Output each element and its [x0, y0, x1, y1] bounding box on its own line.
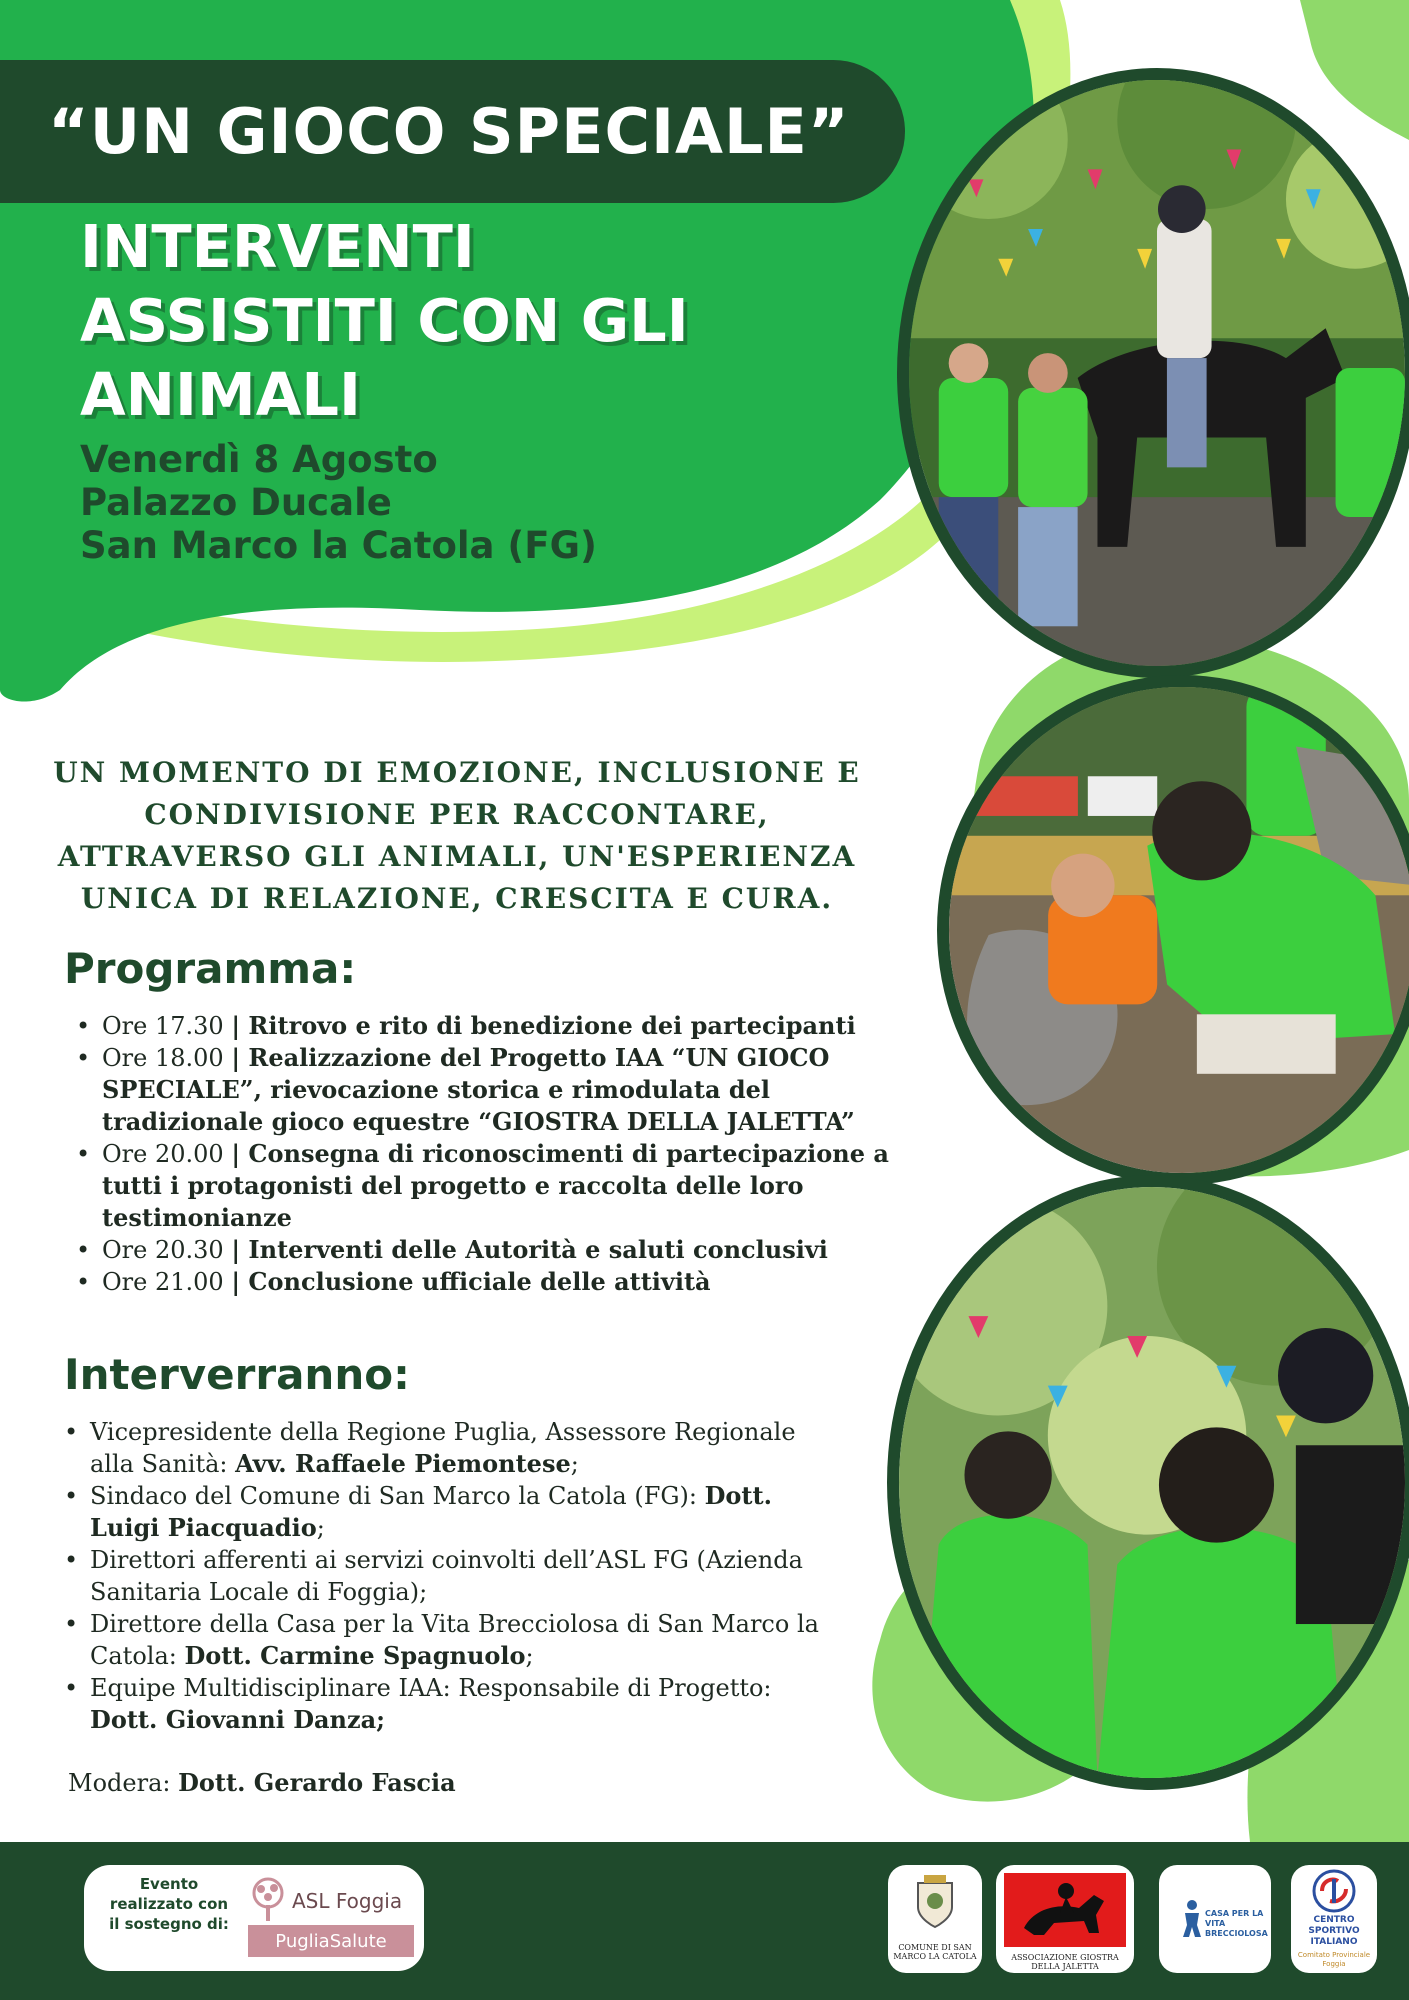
list-item: • Ore 18.00 | Realizzazione del Progetto IAA “UN GIOCO SPECIALE”, rievocazione storica e rimodulata del tradizionale gioco equestre “GIOSTRA DELLA JALETTA” — [72, 1042, 902, 1138]
event-title: “UN GIOCO SPECIALE” — [48, 95, 850, 168]
list-item: • Ore 17.30 | Ritrovo e rito di benedizione dei partecipanti — [72, 1010, 902, 1042]
brecciolosa-logo — [1159, 1865, 1271, 1973]
asl-band: PugliaSalute — [248, 1925, 414, 1957]
comune-logo — [888, 1865, 982, 1973]
sponsor-text: Evento realizzato con il sostegno di: — [109, 1875, 229, 1933]
programma-heading: Programma: — [64, 944, 357, 993]
horse-rider-icon — [1004, 1873, 1126, 1947]
footer — [0, 1842, 1409, 2000]
headline-line-1: INTERVENTI — [80, 212, 475, 281]
coat-of-arms-icon — [910, 1873, 960, 1933]
list-item: • Ore 20.00 | Consegna di riconoscimenti di partecipazione a tutti i protagonisti del progetto e raccolta delle loro testimonianze — [72, 1138, 902, 1234]
list-item: • Direttore della Casa per la Vita Brecciolosa di San Marco la Catola: Dott. Carmine Spagnuolo; — [60, 1608, 820, 1672]
event-date: Venerdì 8 Agosto — [80, 438, 438, 481]
headline — [80, 210, 740, 432]
asl-name: ASL Foggia — [292, 1889, 403, 1913]
list-item: • Vicepresidente della Regione Puglia, Assessore Regionale alla Sanità: Avv. Raffaele Piemontese; — [60, 1416, 820, 1480]
sponsor-box — [84, 1865, 424, 1971]
title-banner — [0, 60, 905, 203]
photo-child-donkey — [937, 675, 1409, 1185]
event-info — [80, 438, 597, 567]
tagline: UN MOMENTO DI EMOZIONE, INCLUSIONE E CONDIVISIONE PER RACCONTARE, ATTRAVERSO GLI ANIMALI, UN'ESPERIENZA UNICA DI RELAZIONE, CRESCITA E CURA. — [53, 756, 861, 915]
moderator: Modera: Dott. Gerardo Fascia — [68, 1768, 456, 1797]
csi-logo — [1291, 1865, 1377, 1973]
brecciolosa-caption: CASA PER LA VITA BRECCIOLOSA — [1205, 1909, 1268, 1938]
photo-horse-rider — [897, 68, 1409, 678]
tree-icon — [248, 1877, 288, 1923]
list-item: • Sindaco del Comune di San Marco la Catola (FG): Dott. Luigi Piacquadio; — [60, 1480, 820, 1544]
giostra-caption: ASSOCIAZIONE GIOSTRA DELLA JALETTA — [1011, 1953, 1119, 1971]
list-item: • Equipe Multidisciplinare IAA: Responsabile di Progetto: Dott. Giovanni Danza; — [60, 1672, 820, 1736]
csi-sub: Comitato Provinciale Foggia — [1297, 1951, 1371, 1968]
event-town: San Marco la Catola (FG) — [80, 524, 597, 567]
headline-line-3: ANIMALI — [80, 360, 361, 429]
asl-foggia-logo — [244, 1875, 414, 1961]
interverranno-list — [60, 1416, 820, 1736]
comune-caption: COMUNE DI SAN MARCO LA CATOLA — [893, 1943, 977, 1961]
photo-team-shirts — [887, 1175, 1409, 1790]
interverranno-heading: Interverranno: — [64, 1350, 410, 1399]
list-item: • Direttori afferenti ai servizi coinvolti dell’ASL FG (Azienda Sanitaria Locale di Foggia); — [60, 1544, 820, 1608]
csi-emblem-icon — [1304, 1869, 1364, 1913]
giostra-banner — [1004, 1873, 1126, 1947]
csi-name: CENTRO SPORTIVO ITALIANO — [1308, 1915, 1360, 1947]
giostra-logo — [996, 1865, 1134, 1973]
list-item: • Ore 20.30 | Interventi delle Autorità e saluti conclusivi — [72, 1234, 902, 1266]
figure-icon — [1177, 1899, 1207, 1939]
programma-list — [72, 1010, 902, 1298]
list-item: • Ore 21.00 | Conclusione ufficiale delle attività — [72, 1266, 902, 1298]
headline-line-2: ASSISTITI CON GLI — [80, 286, 689, 355]
event-venue: Palazzo Ducale — [80, 481, 392, 524]
